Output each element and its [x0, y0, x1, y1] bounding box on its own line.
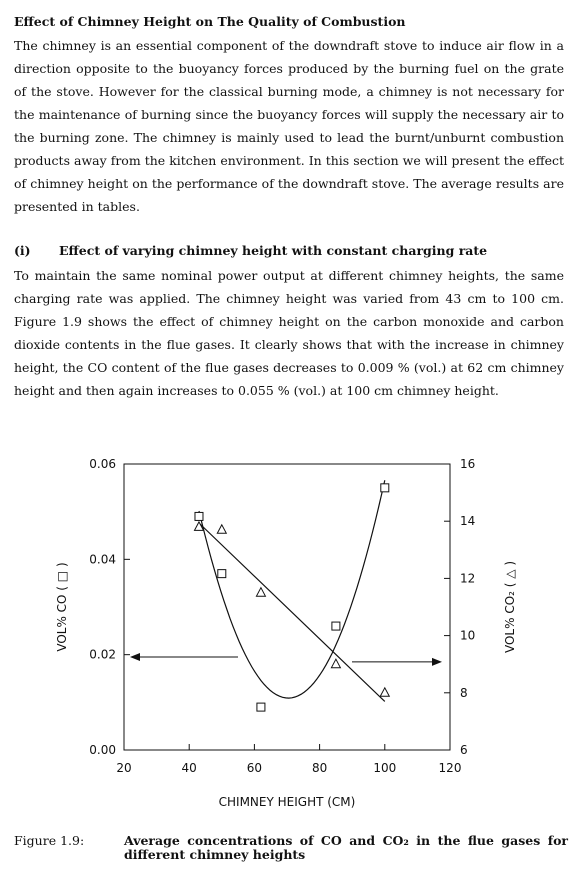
subsection-number: (i) — [14, 243, 31, 258]
x-tick-label: 60 — [246, 761, 263, 775]
y-left-tick-label: 0.00 — [89, 743, 116, 757]
x-tick-label: 80 — [311, 761, 328, 775]
intro-paragraph: The chimney is an essential component of the downdraft stove to induce air flow in a direction opposite to the buoyancy forces produced by the burning fuel on the grate of the stove. However for the classical burning mode, a chimney is not necessary for the maintenance of burning since the buoyancy forces will supply the necessary air to the burning zone. The chimney is mainly used to lead the burnt/unburnt combustion products away from the kitchen environment. In this section we will present the effect of chimney height on the performance of the downdraft stove. The average results are presented in tables. — [14, 38, 564, 214]
subsection-heading — [14, 243, 487, 258]
x-tick-label: 20 — [116, 761, 132, 775]
y-right-axis-label: VOL% CO₂ ( △ ) — [503, 560, 517, 654]
co-data-point — [332, 622, 340, 630]
y-left-tick-label: 0.02 — [89, 647, 116, 662]
left-axis-arrowhead — [130, 653, 140, 661]
y-right-tick-label: 16 — [460, 457, 476, 471]
y-right-tick-label: 14 — [460, 514, 476, 529]
co-data-point — [381, 484, 389, 492]
co2-data-point — [256, 588, 265, 597]
y-left-axis-label: VOL% CO ( □ ) — [55, 562, 69, 652]
co-co2-chart — [0, 448, 578, 818]
y-right-tick-label: 10 — [460, 628, 476, 643]
co2-fit-line — [199, 523, 385, 701]
section-title: Effect of Chimney Height on The Quality of Combustion — [14, 14, 406, 29]
right-axis-arrowhead — [432, 658, 442, 666]
co-fit-curve — [199, 480, 385, 698]
co2-data-point — [217, 525, 226, 534]
figure-caption-text: Average concentrations of CO and CO₂ in the flue gases for different chimney heights — [124, 833, 568, 862]
x-axis-label: CHIMNEY HEIGHT (CM) — [218, 795, 356, 809]
figure-1-9 — [0, 448, 578, 818]
figure-label: Figure 1.9: — [14, 833, 85, 848]
x-tick-label: 120 — [438, 761, 462, 775]
co2-data-point — [380, 688, 389, 697]
y-left-tick-label: 0.06 — [89, 457, 116, 471]
y-right-tick-label: 8 — [460, 685, 468, 700]
y-right-tick-label: 12 — [460, 571, 476, 586]
co2-data-point — [331, 659, 340, 668]
co-data-point — [257, 703, 265, 711]
results-paragraph: To maintain the same nominal power output at different chimney heights, the same charging rate was applied. The chimney height was varied from 43 cm to 100 cm. Figure 1.9 shows the effect of chimney height on the carbon monoxide and carbon dioxide contents in the flue gases. It clearly shows that with the increase in chimney height, the CO content of the flue gases decreases to 0.009 % (vol.) at 62 cm chimney height and then again increases to 0.055 % (vol.) at 100 cm chimney height. — [14, 268, 564, 398]
x-tick-label: 40 — [181, 761, 197, 775]
y-left-tick-label: 0.04 — [89, 552, 116, 567]
subsection-title: Effect of varying chimney height with constant charging rate — [59, 243, 488, 258]
y-right-tick-label: 6 — [460, 743, 468, 757]
co-data-point — [218, 570, 226, 578]
x-tick-label: 100 — [373, 761, 397, 775]
co-data-point — [195, 512, 203, 520]
